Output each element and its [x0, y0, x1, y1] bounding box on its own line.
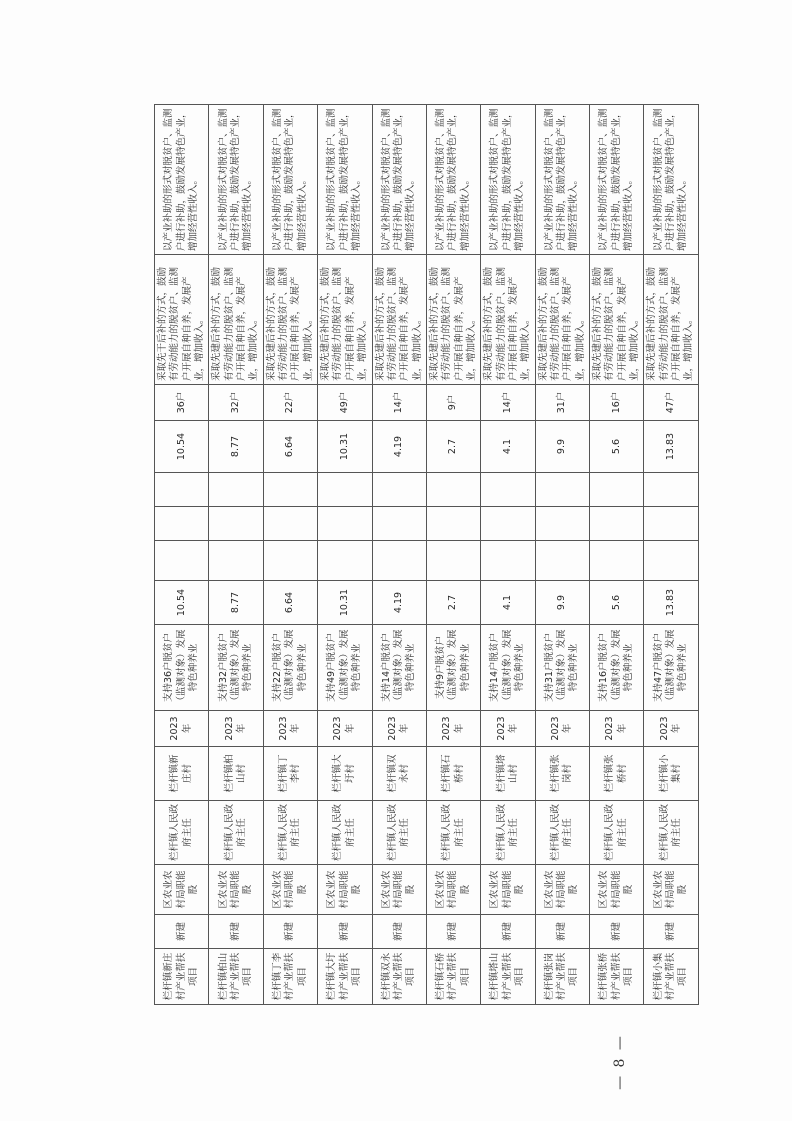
cell-c8: 10.54 [155, 421, 209, 473]
cell-households: 49户 [318, 385, 372, 421]
cell-type: 新建 [209, 915, 263, 949]
cell-dept: 区农业农村局职能股 [481, 865, 535, 915]
cell-households: 14户 [481, 385, 535, 421]
cell-dept: 区农业农村局职能股 [535, 865, 589, 915]
cell-village: 栏杆镇小集村 [644, 747, 698, 801]
cell-name: 栏杆镇柏山村产业帮扶项目 [209, 949, 263, 1005]
cell-c8: 9.9 [535, 421, 589, 473]
cell-effect: 以产业补助的形式对脱贫户、监测户进行补助，鼓励发展特色产业，增加经营性收入。 [155, 105, 209, 255]
cell-link: 采取先建后补的方式，鼓励有劳动能力的脱贫户、监测户开展自种自养，发展产业，增加收入。 [263, 255, 317, 385]
cell-c8: 10.31 [318, 421, 372, 473]
cell-c7 [535, 473, 589, 507]
cell-name: 栏杆镇塔山村产业帮扶项目 [481, 949, 535, 1005]
cell-unit: 栏杆镇人民政府主任 [535, 801, 589, 865]
cell-c7 [263, 473, 317, 507]
cell-total: 10.54 [155, 581, 209, 625]
cell-content: 支持9户脱贫户（监测对象）发展特色种养业 [426, 625, 480, 711]
cell-total: 9.9 [535, 581, 589, 625]
cell-effect: 以产业补助的形式对脱贫户、监测户进行补助，鼓励发展特色产业，增加经营性收入。 [263, 105, 317, 255]
cell-type: 新建 [372, 915, 426, 949]
cell-c8: 8.77 [209, 421, 263, 473]
cell-link: 采取先建后补的方式，鼓励有劳动能力的脱贫户、监测户开展自种自养，发展产业，增加收入。 [644, 255, 698, 385]
cell-link: 采取先建后补的方式，鼓励有劳动能力的脱贫户、监测户开展自种自养，发展产业，增加收入。 [209, 255, 263, 385]
cell-link: 采取先建后补的方式，鼓励有劳动能力的脱贫户、监测户开展自种自养，发展产业，增加收入。 [590, 255, 644, 385]
cell-c8: 13.83 [644, 421, 698, 473]
cell-c6 [155, 507, 209, 541]
cell-name: 栏杆镇小集村产业帮扶项目 [644, 949, 698, 1005]
cell-effect: 以产业补助的形式对脱贫户、监测户进行补助，鼓励发展特色产业，增加经营性收入。 [318, 105, 372, 255]
cell-unit: 栏杆镇人民政府主任 [263, 801, 317, 865]
cell-c7 [590, 473, 644, 507]
cell-effect: 以产业补助的形式对脱贫户、监测户进行补助，鼓励发展特色产业，增加经营性收入。 [535, 105, 589, 255]
cell-content: 支持14户脱贫户（监测对象）发展特色种养业 [481, 625, 535, 711]
cell-c5 [263, 541, 317, 581]
cell-dept: 区农业农村局职能股 [372, 865, 426, 915]
cell-village: 栏杆镇新庄村 [155, 747, 209, 801]
cell-unit: 栏杆镇人民政府主任 [372, 801, 426, 865]
table-row [535, 105, 589, 1005]
cell-c6 [481, 507, 535, 541]
cell-dept: 区农业农村局职能股 [263, 865, 317, 915]
cell-content: 支持16户脱贫户（监测对象）发展特色种养业 [590, 625, 644, 711]
cell-village: 栏杆镇张岗村 [535, 747, 589, 801]
cell-households: 31户 [535, 385, 589, 421]
cell-type: 新建 [590, 915, 644, 949]
cell-c5 [372, 541, 426, 581]
cell-effect: 以产业补助的形式对脱贫户、监测户进行补助，鼓励发展特色产业，增加经营性收入。 [644, 105, 698, 255]
cell-year: 2023年 [209, 711, 263, 747]
cell-c5 [318, 541, 372, 581]
cell-village: 栏杆镇柏山村 [209, 747, 263, 801]
cell-type: 新建 [155, 915, 209, 949]
cell-year: 2023年 [263, 711, 317, 747]
cell-c7 [318, 473, 372, 507]
cell-type: 新建 [535, 915, 589, 949]
cell-village: 栏杆镇大圩村 [318, 747, 372, 801]
cell-unit: 栏杆镇人民政府主任 [155, 801, 209, 865]
cell-households: 47户 [644, 385, 698, 421]
table-row [644, 105, 698, 1005]
cell-c6 [318, 507, 372, 541]
cell-village: 栏杆镇石桥村 [426, 747, 480, 801]
cell-unit: 栏杆镇人民政府主任 [318, 801, 372, 865]
cell-c5 [209, 541, 263, 581]
cell-name: 栏杆镇张岗村产业帮扶项目 [535, 949, 589, 1005]
cell-total: 4.1 [481, 581, 535, 625]
cell-name: 栏杆镇石桥村产业帮扶项目 [426, 949, 480, 1005]
cell-year: 2023年 [644, 711, 698, 747]
project-table [154, 104, 699, 1005]
cell-village: 栏杆镇塔山村 [481, 747, 535, 801]
cell-c6 [209, 507, 263, 541]
cell-c7 [372, 473, 426, 507]
cell-content: 支持14户脱贫户（监测对象）发展特色种养业 [372, 625, 426, 711]
cell-content: 支持36户脱贫户（监测对象）发展特色种养业 [155, 625, 209, 711]
cell-link: 采取先建后补的方式，鼓励有劳动能力的脱贫户、监测户开展自种自养，发展产业，增加收入。 [426, 255, 480, 385]
cell-unit: 栏杆镇人民政府主任 [209, 801, 263, 865]
cell-households: 36户 [155, 385, 209, 421]
cell-c6 [263, 507, 317, 541]
cell-unit: 栏杆镇人民政府主任 [590, 801, 644, 865]
cell-c7 [481, 473, 535, 507]
cell-households: 32户 [209, 385, 263, 421]
cell-dept: 区农业农村局职能股 [426, 865, 480, 915]
table-row [263, 105, 317, 1005]
cell-content: 支持22户脱贫户（监测对象）发展特色种养业 [263, 625, 317, 711]
cell-effect: 以产业补助的形式对脱贫户、监测户进行补助，鼓励发展特色产业，增加经营性收入。 [426, 105, 480, 255]
cell-content: 支持49户脱贫户（监测对象）发展特色种养业 [318, 625, 372, 711]
table-row [372, 105, 426, 1005]
cell-households: 14户 [372, 385, 426, 421]
cell-name: 栏杆镇双永村产业帮扶项目 [372, 949, 426, 1005]
cell-c5 [644, 541, 698, 581]
cell-content: 支持31户脱贫户（监测对象）发展特色种养业 [535, 625, 589, 711]
cell-c5 [535, 541, 589, 581]
cell-name: 栏杆镇张桥村产业帮扶项目 [590, 949, 644, 1005]
cell-dept: 区农业农村局职能股 [590, 865, 644, 915]
cell-c5 [590, 541, 644, 581]
table-row [155, 105, 209, 1005]
cell-c6 [590, 507, 644, 541]
cell-households: 16户 [590, 385, 644, 421]
cell-c7 [644, 473, 698, 507]
cell-link: 采取先建后补的方式，鼓励有劳动能力的脱贫户、监测户开展自种自养，发展产业，增加收入。 [372, 255, 426, 385]
cell-c6 [644, 507, 698, 541]
cell-c6 [535, 507, 589, 541]
cell-unit: 栏杆镇人民政府主任 [426, 801, 480, 865]
cell-c7 [209, 473, 263, 507]
cell-total: 5.6 [590, 581, 644, 625]
table-row [318, 105, 372, 1005]
cell-unit: 栏杆镇人民政府主任 [481, 801, 535, 865]
cell-dept: 区农业农村局职能股 [318, 865, 372, 915]
cell-year: 2023年 [318, 711, 372, 747]
cell-c8: 4.19 [372, 421, 426, 473]
cell-link: 采取先建后补的方式，鼓励有劳动能力的脱贫户、监测户开展自种自养，发展产业，增加收入。 [481, 255, 535, 385]
cell-type: 新建 [318, 915, 372, 949]
cell-type: 新建 [644, 915, 698, 949]
cell-effect: 以产业补助的形式对脱贫户、监测户进行补助，鼓励发展特色产业，增加经营性收入。 [209, 105, 263, 255]
table-row [481, 105, 535, 1005]
cell-c6 [372, 507, 426, 541]
cell-type: 新建 [263, 915, 317, 949]
cell-c7 [155, 473, 209, 507]
cell-type: 新建 [426, 915, 480, 949]
cell-year: 2023年 [535, 711, 589, 747]
cell-c8: 4.1 [481, 421, 535, 473]
cell-c5 [155, 541, 209, 581]
cell-name: 栏杆镇新庄村产业帮扶项目 [155, 949, 209, 1005]
cell-effect: 以产业补助的形式对脱贫户、监测户进行补助，鼓励发展特色产业，增加经营性收入。 [481, 105, 535, 255]
cell-total: 13.83 [644, 581, 698, 625]
rotated-table-wrapper [154, 105, 695, 1005]
cell-link: 采取先建后补的方式，鼓励有劳动能力的脱贫户、监测户开展自种自养，发展产业，增加收入。 [318, 255, 372, 385]
cell-total: 6.64 [263, 581, 317, 625]
cell-dept: 区农业农村局职能股 [644, 865, 698, 915]
cell-dept: 区农业农村局职能股 [155, 865, 209, 915]
cell-c6 [426, 507, 480, 541]
cell-type: 新建 [481, 915, 535, 949]
cell-total: 8.77 [209, 581, 263, 625]
table-row [590, 105, 644, 1005]
cell-effect: 以产业补助的形式对脱贫户、监测户进行补助，鼓励发展特色产业，增加经营性收入。 [590, 105, 644, 255]
table-row [426, 105, 480, 1005]
cell-year: 2023年 [426, 711, 480, 747]
cell-total: 10.31 [318, 581, 372, 625]
table-row [209, 105, 263, 1005]
cell-year: 2023年 [481, 711, 535, 747]
cell-c5 [481, 541, 535, 581]
cell-households: 22户 [263, 385, 317, 421]
cell-c8: 5.6 [590, 421, 644, 473]
page-number-wrap [612, 1034, 628, 1094]
cell-village: 栏杆镇丁李村 [263, 747, 317, 801]
cell-year: 2023年 [155, 711, 209, 747]
cell-effect: 以产业补助的形式对脱贫户、监测户进行补助，鼓励发展特色产业，增加经营性收入。 [372, 105, 426, 255]
cell-households: 9户 [426, 385, 480, 421]
cell-dept: 区农业农村局职能股 [209, 865, 263, 915]
cell-content: 支持32户脱贫户（监测对象）发展特色种养业 [209, 625, 263, 711]
cell-total: 2.7 [426, 581, 480, 625]
cell-c5 [426, 541, 480, 581]
cell-unit: 栏杆镇人民政府主任 [644, 801, 698, 865]
cell-content: 支持47户脱贫户（监测对象）发展特色种养业 [644, 625, 698, 711]
cell-village: 栏杆镇张桥村 [590, 747, 644, 801]
cell-name: 栏杆镇大圩村产业帮扶项目 [318, 949, 372, 1005]
cell-c7 [426, 473, 480, 507]
cell-village: 栏杆镇双永村 [372, 747, 426, 801]
cell-name: 栏杆镇丁李村产业帮扶项目 [263, 949, 317, 1005]
cell-c8: 6.64 [263, 421, 317, 473]
page-number: — 8 — [612, 1034, 628, 1090]
cell-link: 采取先干后补的方式，鼓励有劳动能力的脱贫户、监测户开展自种自养，发展产业，增加收入。 [155, 255, 209, 385]
cell-year: 2023年 [590, 711, 644, 747]
cell-c8: 2.7 [426, 421, 480, 473]
table-body [155, 105, 699, 1005]
cell-year: 2023年 [372, 711, 426, 747]
cell-total: 4.19 [372, 581, 426, 625]
cell-link: 采取先建后补的方式，鼓励有劳动能力的脱贫户、监测户开展自种自养，发展产业，增加收入。 [535, 255, 589, 385]
